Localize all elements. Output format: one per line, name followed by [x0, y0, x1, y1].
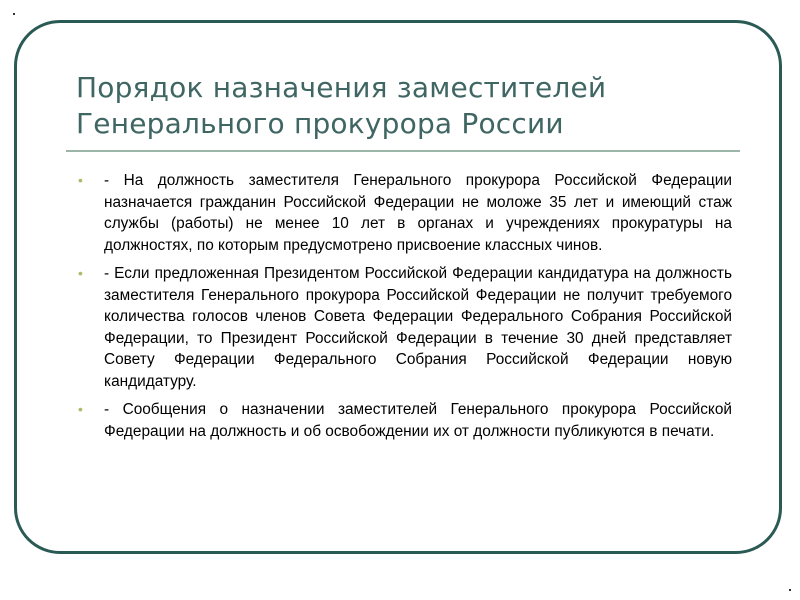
bullet-text: - Если предложенная Президентом Российской Федерации кандидатура на должность заместителя Генерального прокурора Российской Федерации не получит требуемого количества голосов членов Совета Федерации Федерального Собрания Российской Федерации, то Президент Российской Федерации в течение 30 дней представляет Совету Федерации Федерального Собрания Российской Федерации новую кандидатуру. [104, 265, 732, 390]
bullet-icon: • [78, 265, 83, 281]
bullet-item [78, 399, 732, 442]
bullet-icon: • [78, 172, 83, 188]
title-divider [66, 150, 740, 152]
corner-dot [789, 589, 791, 591]
slide-title: Порядок назначения заместителей Генерального прокурора России [76, 71, 607, 140]
bullet-icon: • [78, 401, 83, 417]
bullet-item [78, 263, 732, 392]
corner-dot [13, 13, 15, 15]
bullet-text: - Сообщения о назначении заместителей Генерального прокурора Российской Федерации на должность и об освобождении их от должности публикуются в печати. [104, 401, 732, 440]
bullet-list [78, 170, 732, 449]
bullet-text: - На должность заместителя Генерального прокурора Российской Федерации назначается гражданин Российской Федерации не моложе 35 лет и имеющий стаж службы (работы) не менее 10 лет в органах и учреждениях прокуратуры на должностях, по которым предусмотрено присвоение классных чинов. [104, 172, 732, 254]
bullet-item [78, 170, 732, 256]
